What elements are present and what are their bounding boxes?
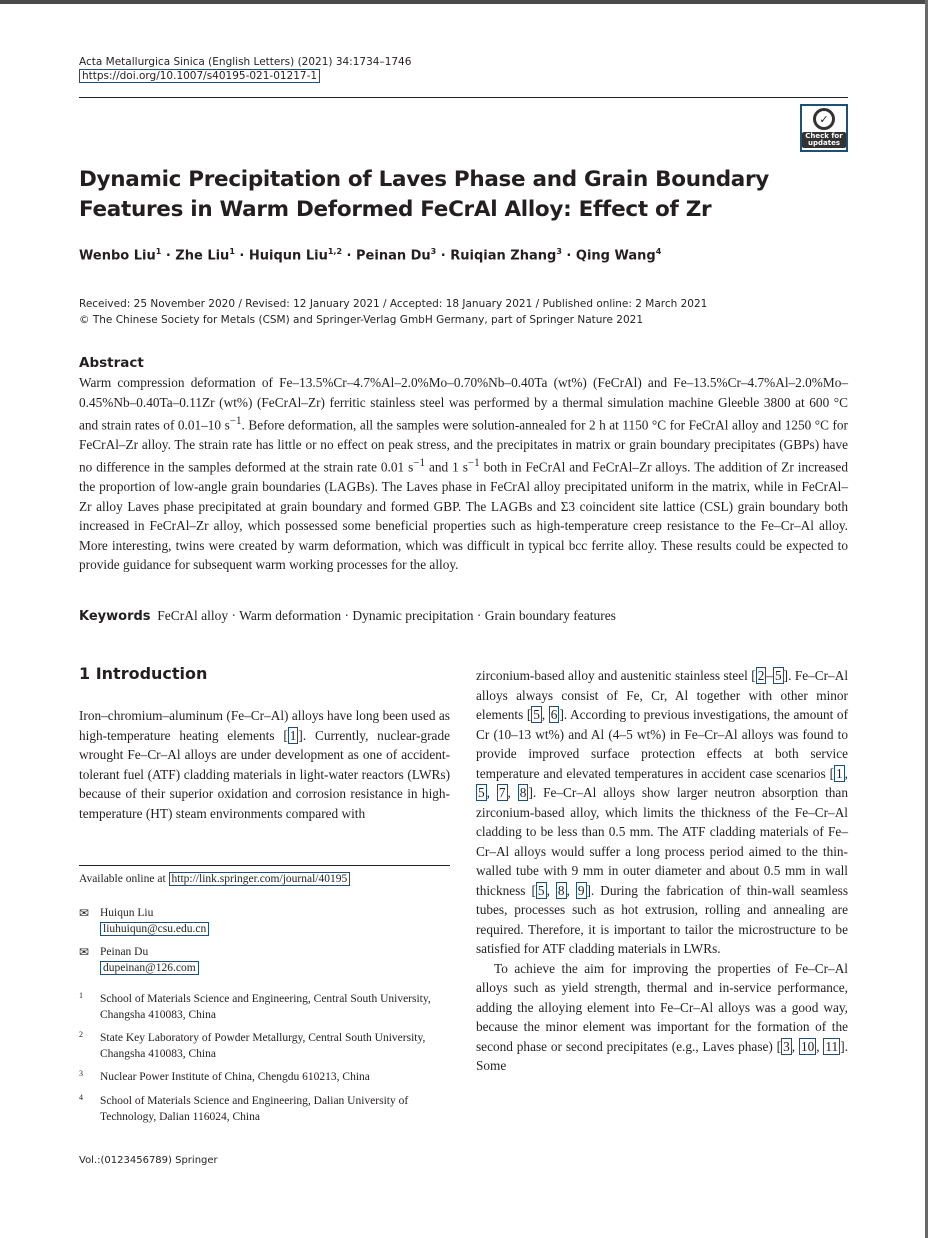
section-heading-introduction: 1 Introduction: [79, 664, 208, 683]
copyright-line: © The Chinese Society for Metals (CSM) and Springer-Verlag GmbH Germany, part of Springer Nature 2021: [79, 314, 644, 326]
author: Peinan Du: [356, 248, 431, 264]
author: Huiqun Liu: [248, 248, 328, 264]
top-border: [0, 0, 928, 4]
envelope-icon: ✉: [79, 945, 90, 959]
citation-link[interactable]: 8: [519, 785, 527, 800]
keywords-label: Keywords: [79, 609, 151, 624]
citation-link[interactable]: 5: [537, 882, 545, 898]
citation-link[interactable]: 1: [836, 765, 843, 781]
keywords: [79, 608, 616, 624]
journal-header: [79, 55, 411, 83]
corr-name: Huiqun Liu: [100, 907, 154, 919]
author: Zhe Liu: [175, 248, 230, 264]
citation-link[interactable]: 6: [550, 707, 558, 722]
check-for-updates-button[interactable]: [800, 104, 848, 152]
citation-link[interactable]: 5: [533, 707, 540, 722]
paper-title: Dynamic Precipitation of Laves Phase and Grain Boundary Features in Warm Deformed FeCrAl Alloy: Effect of Zr: [79, 167, 770, 222]
abstract-heading: Abstract: [79, 355, 144, 371]
citation-link[interactable]: 5: [478, 785, 485, 800]
keywords-text: FeCrAl alloy · Warm deformation · Dynamic precipitation · Grain boundary features: [157, 608, 616, 623]
citation-link[interactable]: 10: [800, 1038, 815, 1054]
journal-line: Acta Metallurgica Sinica (English Letters) (2021) 34:1734–1746: [79, 56, 412, 68]
check-for-updates-label: Check for updates: [802, 132, 846, 148]
history-line: Received: 25 November 2020 / Revised: 12 January 2021 / Accepted: 18 January 2021 / Published online: 2 March 2021: [79, 298, 708, 310]
intro-right-column: zirconium-based alloy and austenitic stainless steel [ 2 – 5 ]. Fe–Cr–Al alloys always consist of Fe, Cr, Al together with other minor elements [ 5 , 6 ]. According to previous investigations, the amount of Cr (10–13 wt%) and Al (4–5 wt%) in Fe–Cr–Al alloys was found to provide improved surface protection effects at both service temperature and elevated temperatures in accident case scenarios [ 1 , 5 , 7 , 8 ]. Fe–Cr–Al alloys show larger neutron absorption than zirconium-based alloy, which limits the thickness of the Fe–Cr–Al cladding to be less than 0.5 mm. The ATF cladding materials of Fe–Cr–Al alloys would suffer a long process period aimed to the thin-walled tube with 9 mm in outer diameter and about 0.5 mm in wall thickness [ 5 , 8 , 9 ]. During the fabrication of thin-wall seamless tubes, processes such as hot extrusion, rolling and annealing are required. Therefore, it is important to tailor the microstructure to be satisfied for ATF cladding materials in LWRs. To achieve the aim for improving the properties of Fe–Cr–Al alloys such as yield strength, thermal and in-service performance, adding the alloying element into Fe–Cr–Al alloys was a good way, because the minor element was important for the formation of the second phase or second precipitates (e.g., Laves phase) [ 3 , 10 , 11 ]. Some: [476, 668, 849, 1073]
email-link[interactable]: liuhuiqun@csu.edu.cn: [100, 922, 209, 936]
page-footer: Vol.:(0123456789) Springer: [79, 1155, 218, 1166]
intro-left-column: Iron–chromium–aluminum (Fe–Cr–Al) alloys have long been used as high-temperature heating elements [ 1 ]. Currently, nuclear-grade wrought Fe–Cr–Al alloys are under development as one of accident-tolerant fuel (ATF) cladding materials in light-water reactors (LWRs) because of their superior oxidation and corrosion resistance in high-temperature (HT) steam environments compared with: [79, 708, 450, 821]
footnote-rule: [79, 865, 450, 866]
author-list: Wenbo Liu$^1$ · Zhe Liu$^1$ · Huiqun Liu$^{1,2}$ · Peinan $Du^3$ · Ruiqian Zhang$^3$ · Qing Wang$^4$: [79, 247, 662, 264]
email-link[interactable]: dupeinan@126.com: [100, 961, 199, 975]
citation-link[interactable]: 9: [577, 882, 585, 898]
citation-link[interactable]: 2: [757, 668, 765, 683]
author: Qing Wang: [575, 248, 656, 264]
article-history: [79, 296, 707, 328]
citation-link[interactable]: 8: [557, 882, 565, 898]
check-for-updates-icon: ✓: [813, 108, 835, 130]
author: Ruiqian Zhang: [450, 248, 557, 264]
header-rule: [79, 97, 848, 98]
envelope-icon: ✉: [79, 906, 90, 920]
abstract-body: Warm compression deformation of Fe–13.5%Cr–4.7%Al–2.0%Mo–0.70%Nb–0.40Ta (wt%) (FeCrAl) and Fe–13.5%Cr–4.7%Al–2.0%Mo–0.45%Nb–0.40Ta–0.11Zr (wt%) (FeCrAl–Zr) ferritic stainless steel was performed by a thermal simulation machine Gleeble 3800 at 600 °C and strain rates of 0.01–10 $s^{-1}$. Before deformation, all the samples were solution-annealed for 2 h at 1150 °C for FeCrAl alloy and 1250 °C for FeCrAl–Zr alloy. The strain rate has little or no effect on peak stress, and the precipitates in matrix or grain boundary precipitates (GBPs) have no difference in the samples deformed at the strain rate 0.01 $s^{-1}$ and 1 $s^{-1}$ both in FeCrAl and FeCrAl–Zr alloys. The addition of Zr increased the proportion of low-angle grain boundaries (LAGBs). The Laves phase in FeCrAl alloy precipitated uniform in the matrix, while in FeCrAl–Zr alloy Laves phase precipitated at grain boundary and formed GBP. The LAGBs and Σ3 coincident site lattice (CSL) grain boundary both increased in FeCrAl–Zr alloy, which possessed some beneficial properties such as high-temperature creep resistance to the Fe–Cr–Al alloy. More interesting, twins were created by warm deformation, which was difficult in typical bcc ferrite alloy. These results could be expected to provide guidance for subsequent warm working processes for the alloy.: [79, 375, 848, 573]
author: Wenbo Liu: [79, 248, 156, 264]
citation-link[interactable]: 7: [498, 785, 506, 800]
citation-link[interactable]: 1: [289, 727, 297, 743]
doi-link[interactable]: https://doi.org/10.1007/s40195-021-01217-1: [79, 69, 320, 83]
journal-link[interactable]: http://link.springer.com/journal/40195: [169, 872, 351, 886]
citation-link[interactable]: 5: [775, 668, 782, 683]
citation-link[interactable]: 3: [783, 1038, 790, 1054]
citation-link[interactable]: 11: [825, 1038, 839, 1054]
corr-name: Peinan Du: [100, 946, 149, 958]
available-online: Available online at http://link.springer.com/journal/40195: [79, 873, 350, 885]
